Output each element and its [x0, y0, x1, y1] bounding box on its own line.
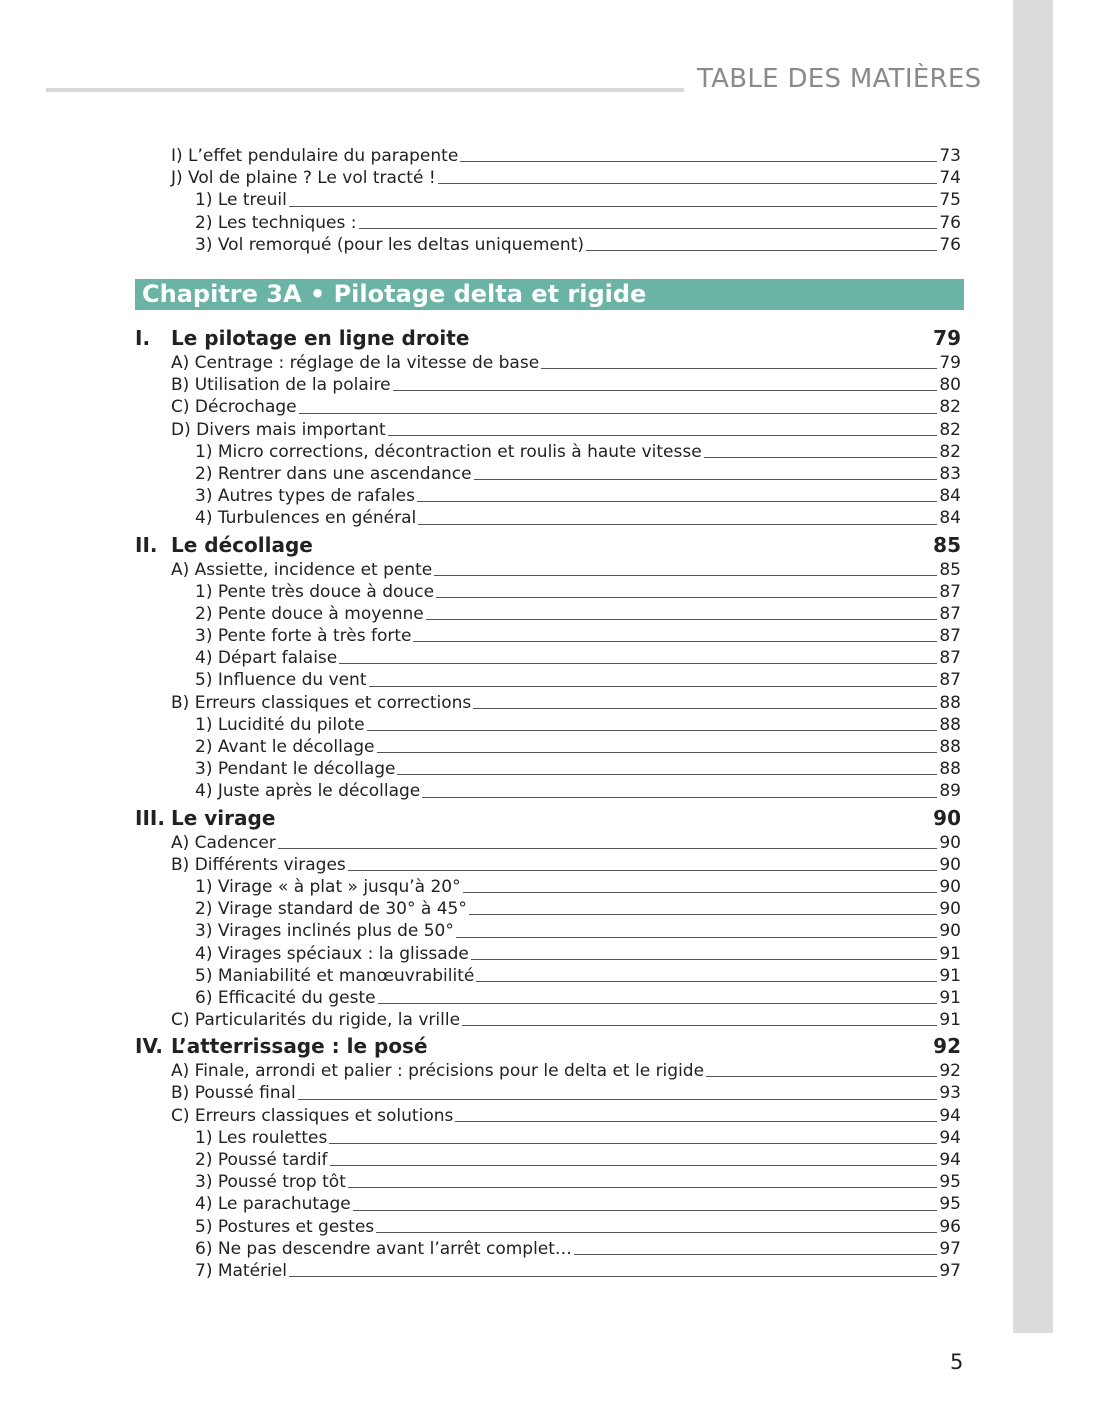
toc-entry-page: 84 [939, 508, 961, 529]
toc-entry[interactable] [195, 876, 961, 898]
dot-leader [289, 1276, 937, 1277]
toc-entry-page: 87 [939, 670, 961, 691]
toc-entry[interactable] [195, 441, 961, 463]
dot-leader [460, 161, 937, 162]
toc-entry-label: 6) Ne pas descendre avant l’arrêt complet… [195, 1238, 572, 1259]
toc-entry[interactable] [195, 1127, 961, 1149]
toc-entry-page: 90 [939, 876, 961, 897]
toc-entry-page: 79 [939, 353, 961, 373]
dot-leader [706, 1076, 937, 1077]
dot-leader [367, 730, 937, 731]
toc-entry[interactable] [195, 212, 961, 234]
toc-entry-label: I) L’effet pendulaire du parapente [171, 146, 459, 166]
dot-leader [463, 892, 937, 893]
dot-leader [474, 479, 937, 480]
page-header-title: TABLE DES MATIÈRES [697, 64, 982, 94]
toc-entry-label: 7) Matériel [195, 1260, 287, 1281]
dot-leader [339, 663, 937, 664]
toc-entry-label: D) Divers mais important [171, 419, 386, 440]
toc-entry-label: 5) Postures et gestes [195, 1216, 375, 1237]
dot-leader [476, 981, 937, 982]
toc-entry-label: 2) Virage standard de 30° à 45° [195, 899, 467, 920]
toc-entry[interactable] [195, 581, 961, 603]
toc-entry-label: 2) Les techniques : [195, 212, 357, 233]
dot-leader [422, 797, 937, 798]
toc-entry-label: 1) Pente très douce à douce [195, 581, 435, 602]
toc-entry-label: B) Utilisation de la polaire [171, 375, 391, 396]
toc-entry[interactable] [195, 647, 961, 669]
dot-leader [329, 1143, 937, 1144]
toc-entry-label: 5) Maniabilité et manœuvrabilité [195, 965, 475, 986]
section-page: 79 [933, 326, 961, 350]
toc-entry-page: 93 [939, 1083, 961, 1104]
toc-intro-list [135, 145, 961, 256]
toc-section-heading[interactable] [135, 1033, 961, 1060]
toc-entry-page: 97 [939, 1238, 961, 1259]
toc-entry[interactable] [171, 145, 961, 167]
toc-entry-page: 90 [939, 921, 961, 942]
toc-entry[interactable] [195, 965, 961, 987]
dot-leader [348, 870, 937, 871]
dot-leader [378, 1003, 937, 1004]
section-title: Le pilotage en ligne droite [171, 326, 470, 350]
toc-entry-label: 3) Pente forte à très forte [195, 626, 412, 647]
section-number: IV. [135, 1034, 163, 1059]
dot-leader [436, 597, 937, 598]
toc-entry[interactable] [195, 669, 961, 691]
dot-leader [330, 1165, 937, 1166]
toc-entry-label: J) Vol de plaine ? Le vol tracté ! [171, 168, 436, 189]
dot-leader [359, 228, 938, 229]
dot-leader [299, 413, 937, 414]
section-page: 90 [933, 805, 961, 830]
toc-entry-label: 4) Juste après le décollage [195, 781, 421, 802]
toc-section-heading[interactable] [135, 805, 961, 832]
section-title: Le virage [171, 805, 276, 830]
dot-leader [541, 368, 937, 369]
toc-entry[interactable] [171, 559, 961, 581]
page-number: 5 [950, 1350, 964, 1374]
toc-entry-page: 91 [939, 965, 961, 986]
section-page: 92 [933, 1034, 961, 1059]
toc-entry[interactable] [171, 396, 961, 418]
toc-entry[interactable] [171, 832, 961, 854]
toc-entry[interactable] [171, 352, 961, 374]
toc-entry-label: 1) Lucidité du pilote [195, 714, 365, 735]
toc-entry-page: 96 [939, 1216, 961, 1237]
toc-entry-label: 2) Avant le décollage [195, 737, 375, 757]
toc-entry[interactable] [195, 189, 961, 211]
toc-entry[interactable] [195, 507, 961, 529]
toc-entry-label: 4) Départ falaise [195, 648, 338, 669]
toc-entry-page: 88 [939, 737, 961, 757]
toc-entry[interactable] [171, 167, 961, 189]
dot-leader [434, 575, 937, 576]
dot-leader [348, 1187, 937, 1188]
toc-entry-label: A) Finale, arrondi et palier : précisions pour le delta et le rigide [171, 1061, 705, 1082]
toc-entry[interactable] [195, 485, 961, 507]
dot-leader [455, 1121, 937, 1122]
toc-entry[interactable] [195, 1216, 961, 1238]
toc-entry-page: 76 [939, 212, 961, 233]
toc-entry-page: 82 [939, 397, 961, 418]
dot-leader [376, 1232, 937, 1233]
dot-leader [574, 1254, 937, 1255]
dot-leader [278, 848, 937, 849]
toc-entry[interactable] [195, 1193, 961, 1215]
section-number: II. [135, 532, 158, 557]
dot-leader [469, 914, 937, 915]
toc-entry-label: 6) Efficacité du geste [195, 987, 376, 1008]
toc-entry-label: B) Différents virages [171, 854, 346, 875]
dot-leader [298, 1099, 937, 1100]
toc-entry[interactable] [195, 758, 961, 780]
dot-leader [471, 959, 937, 960]
toc-entry-label: B) Poussé final [171, 1083, 296, 1104]
toc-entry-page: 97 [939, 1260, 961, 1281]
toc-entry-label: A) Centrage : réglage de la vitesse de base [171, 353, 540, 373]
toc-entry-page: 89 [939, 781, 961, 802]
dot-leader [393, 390, 937, 391]
toc-entry[interactable] [195, 714, 961, 736]
toc-sections [135, 323, 961, 1282]
toc-entry-page: 80 [939, 375, 961, 396]
toc-entry-label: 1) Le treuil [195, 190, 287, 211]
section-title: L’atterrissage : le posé [171, 1034, 428, 1059]
toc-section-heading[interactable] [135, 532, 961, 559]
toc-entry-page: 94 [939, 1150, 961, 1170]
toc-entry-page: 87 [939, 648, 961, 669]
dot-leader [369, 686, 938, 687]
toc-entry[interactable] [195, 943, 961, 965]
toc-entry[interactable] [195, 603, 961, 625]
toc-entry[interactable] [195, 625, 961, 647]
dot-leader [289, 206, 937, 207]
toc-entry-label: 4) Le parachutage [195, 1194, 351, 1215]
toc-entry-label: 5) Influence du vent [195, 670, 367, 691]
dot-leader [413, 641, 937, 642]
toc-entry-page: 82 [939, 419, 961, 440]
toc-entry-page: 85 [939, 559, 961, 580]
toc-entry-label: 2) Pente douce à moyenne [195, 603, 424, 624]
dot-leader [456, 937, 937, 938]
toc-entry[interactable] [171, 374, 961, 396]
toc-entry-label: 3) Virages inclinés plus de 50° [195, 921, 454, 942]
toc-entry-page: 73 [939, 146, 961, 166]
toc-entry-page: 91 [939, 1010, 961, 1031]
dot-leader [377, 752, 937, 753]
toc-entry[interactable] [195, 780, 961, 802]
toc-entry-page: 90 [939, 854, 961, 875]
toc-entry[interactable] [195, 1149, 961, 1171]
toc-entry-page: 91 [939, 987, 961, 1008]
toc-entry[interactable] [171, 692, 961, 714]
toc-entry-label: C) Décrochage [171, 397, 297, 418]
toc-entry-label: 1) Les roulettes [195, 1127, 328, 1148]
toc-entry-label: C) Erreurs classiques et solutions [171, 1105, 454, 1126]
dot-leader [397, 774, 937, 775]
toc-entry[interactable] [195, 234, 961, 256]
toc-entry-page: 76 [939, 234, 961, 255]
side-margin-bar [1013, 0, 1053, 1333]
toc-entry-page: 90 [939, 899, 961, 920]
toc-entry[interactable] [195, 1260, 961, 1282]
dot-leader [353, 1210, 937, 1211]
toc-entry[interactable] [195, 920, 961, 942]
toc-entry-label: 4) Virages spéciaux : la glissade [195, 943, 469, 964]
toc-entry-label: A) Cadencer [171, 832, 276, 853]
toc-entry-page: 87 [939, 626, 961, 647]
toc-entry-label: 2) Poussé tardif [195, 1150, 328, 1170]
toc-entry-label: 4) Turbulences en général [195, 508, 417, 529]
toc-entry-page: 75 [939, 190, 961, 211]
toc-entry-label: 3) Vol remorqué (pour les deltas uniquement) [195, 234, 584, 255]
toc-entry-page: 91 [939, 943, 961, 964]
toc-entry[interactable] [171, 1009, 961, 1031]
chapter-title: Chapitre 3A • Pilotage delta et rigide [135, 279, 964, 310]
toc-entry[interactable] [171, 1060, 961, 1082]
dot-leader [473, 708, 937, 709]
toc-entry[interactable] [171, 1082, 961, 1104]
dot-leader [418, 524, 937, 525]
header-rule [46, 88, 684, 92]
toc-entry[interactable] [171, 1105, 961, 1127]
toc-entry-label: 1) Virage « à plat » jusqu’à 20° [195, 876, 461, 897]
toc-entry-page: 87 [939, 603, 961, 624]
dot-leader [438, 183, 937, 184]
toc-section-heading[interactable] [135, 325, 961, 352]
toc-entry[interactable] [195, 736, 961, 758]
toc-entry-label: 3) Pendant le décollage [195, 759, 396, 780]
toc-entry[interactable] [195, 898, 961, 920]
toc-entry-page: 94 [939, 1127, 961, 1148]
toc-entry-label: 3) Autres types de rafales [195, 486, 415, 507]
toc-entry[interactable] [195, 1171, 961, 1193]
toc-entry-label: C) Particularités du rigide, la vrille [171, 1010, 461, 1031]
toc-entry-page: 88 [939, 692, 961, 713]
toc-entry[interactable] [195, 1238, 961, 1260]
dot-leader [426, 619, 937, 620]
toc-entry[interactable] [171, 419, 961, 441]
section-page: 85 [933, 532, 961, 557]
toc-entry-label: 3) Poussé trop tôt [195, 1172, 346, 1193]
toc-entry-label: 1) Micro corrections, décontraction et roulis à haute vitesse [195, 441, 702, 462]
toc-entry-page: 88 [939, 759, 961, 780]
dot-leader [586, 250, 937, 251]
section-title: Le décollage [171, 532, 313, 557]
toc-entry-page: 95 [939, 1194, 961, 1215]
dot-leader [388, 435, 937, 436]
toc-entry-page: 83 [939, 463, 961, 484]
dot-leader [704, 457, 937, 458]
toc-entry[interactable] [195, 987, 961, 1009]
toc-entry-label: B) Erreurs classiques et corrections [171, 692, 472, 713]
dot-leader [462, 1025, 937, 1026]
toc-entry-page: 84 [939, 486, 961, 507]
toc-entry-page: 90 [939, 832, 961, 853]
dot-leader [417, 501, 937, 502]
toc-entry-page: 95 [939, 1172, 961, 1193]
toc-entry-label: 2) Rentrer dans une ascendance [195, 463, 472, 484]
toc-entry-page: 74 [939, 168, 961, 189]
toc-entry-page: 88 [939, 714, 961, 735]
toc-entry[interactable] [195, 463, 961, 485]
section-number: I. [135, 326, 151, 350]
toc-entry[interactable] [171, 854, 961, 876]
toc-entry-label: A) Assiette, incidence et pente [171, 559, 433, 580]
toc-entry-page: 94 [939, 1105, 961, 1126]
toc-entry-page: 82 [939, 441, 961, 462]
section-number: III. [135, 805, 165, 830]
toc-entry-page: 87 [939, 581, 961, 602]
toc-entry-page: 92 [939, 1061, 961, 1082]
